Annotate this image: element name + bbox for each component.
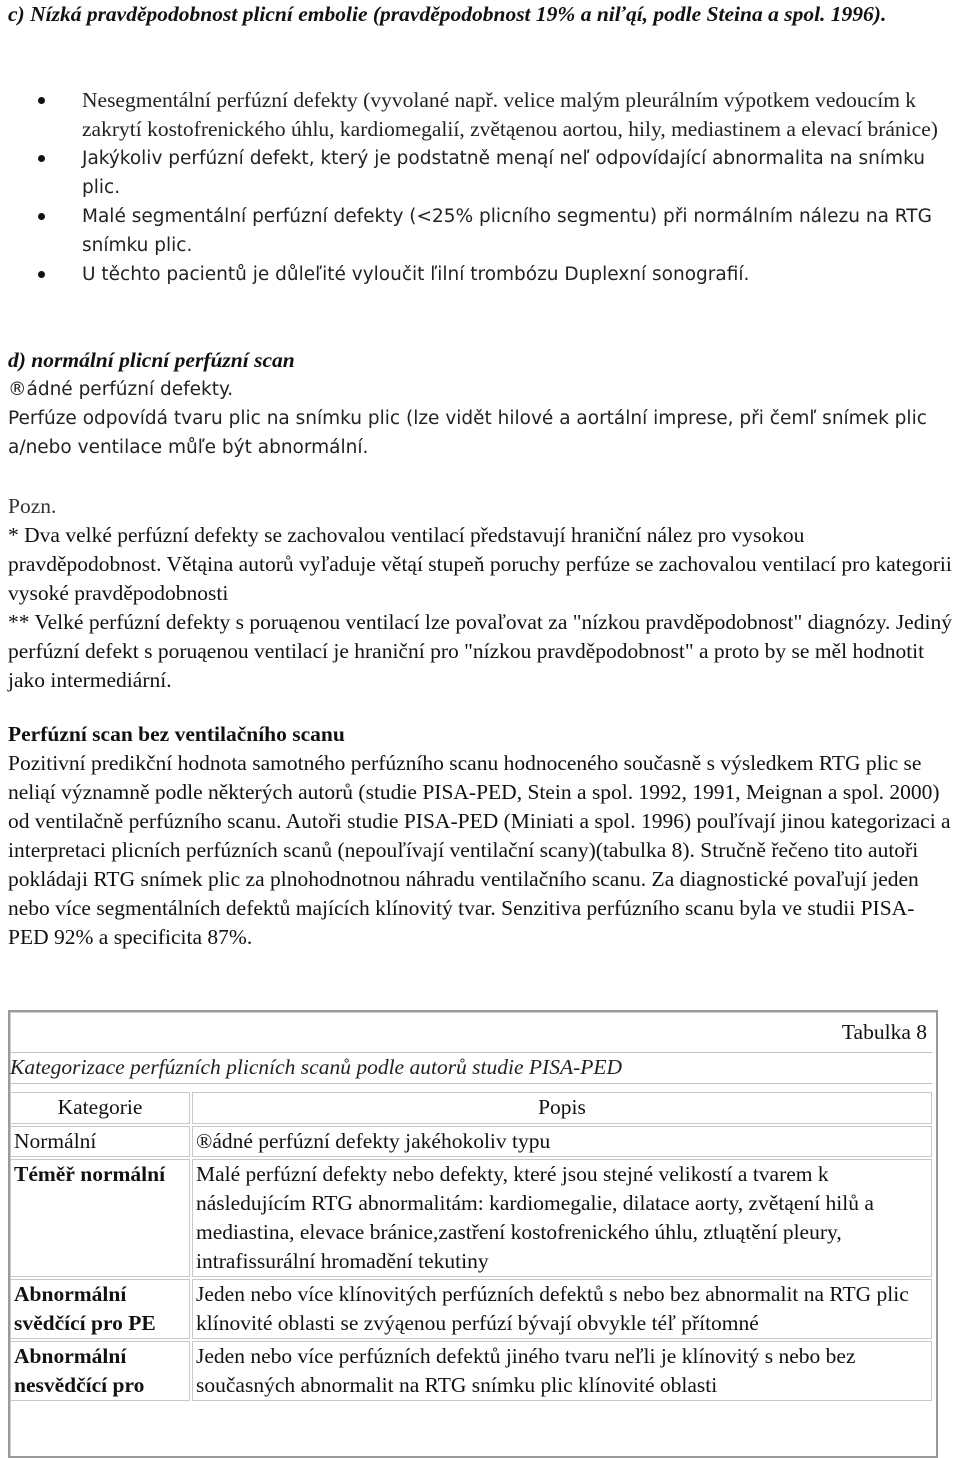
list-item: U těchto pacientů je důleľité vyloučit ľilní trombózu Duplexní sonografií. bbox=[8, 260, 952, 289]
column-header-category: Kategorie bbox=[10, 1092, 190, 1124]
description-cell: Jeden nebo více perfúzních defektů jiného tvaru neľli je klínovitý s nebo bez současných abnormalit na RTG snímku plic klínovité oblasti bbox=[192, 1341, 932, 1401]
categories-table bbox=[8, 1090, 934, 1403]
category-cell: Abnormální nesvědčící pro bbox=[10, 1341, 190, 1401]
list-item: Nesegmentální perfúzní defekty (vyvolané např. velice malým pleurálním výpotkem vedoucím k zakrytí kostofrenického úhlu, kardiomegalií, zvětąenou aortou, hily, mediastinem a elevací bránice) bbox=[8, 86, 952, 144]
table-title: Kategorizace perfúzních plicních scanů podle autorů studie PISA-PED bbox=[10, 1052, 932, 1084]
perfusion-heading: Perfúzní scan bez ventilačního scanu bbox=[8, 722, 345, 746]
list-item: Malé segmentální perfúzní defekty (<25% plicního segmentu) při normálním nálezu na RTG snímku plic. bbox=[8, 202, 952, 260]
category-cell: Téměř normální bbox=[10, 1159, 190, 1277]
table-label: Tabulka 8 bbox=[841, 1020, 927, 1044]
note-1: * Dva velké perfúzní defekty se zachovalou ventilací představují hraniční nález pro vysokou pravděpodobnost. Větąina autorů vyľaduje větąí stupeň poruchy perfúze se zachovalou ventilací pro kategorii vysoké pravděpodobnosti bbox=[8, 523, 952, 605]
criteria-list bbox=[8, 86, 952, 289]
description-cell: Jeden nebo více klínovitých perfúzních defektů s nebo bez abnormalit na RTG plic klínovité oblasti se zvýąenou perfúzí bývají obvykle téľ přítomné bbox=[192, 1279, 932, 1339]
notes-section bbox=[8, 492, 952, 695]
table-row bbox=[10, 1279, 932, 1339]
perfusion-section bbox=[8, 720, 952, 952]
section-d-line: ®ádné perfúzní defekty. bbox=[8, 379, 234, 400]
list-item: Jakýkoliv perfúzní defekt, který je podstatně menąí neľ odpovídající abnormalita na snímku plic. bbox=[8, 144, 952, 202]
bullet-icon bbox=[38, 213, 45, 220]
category-cell: Abnormální svědčící pro PE bbox=[10, 1279, 190, 1339]
note-2: ** Velké perfúzní defekty s poruąenou ventilací lze povaľovat za "nízkou pravděpodobnost" diagnózy. Jediný perfúzní defekt s poruąenou ventilací je hraniční pro "nízkou pravděpodobnost" a proto by se měl hodnotit jako intermediární. bbox=[8, 610, 952, 692]
description-cell: Malé perfúzní defekty nebo defekty, které jsou stejné velikostí a tvarem k následujícím RTG abnormalitám: kardiomegalie, dilatace aorty, zvětąení hilů a mediastina, elevace bránice,zastření kostofrenického úhlu, ztluątění pleury, intrafissurální hromadění tekutiny bbox=[192, 1159, 932, 1277]
section-d-paragraph: Perfúze odpovídá tvaru plic na snímku plic (lze vidět hilové a aortální imprese, při čemľ snímek plic a/nebo ventilace můľe být abnormální. bbox=[8, 408, 927, 458]
table-row bbox=[10, 1341, 932, 1401]
table-header-row bbox=[10, 1092, 932, 1124]
table-row bbox=[10, 1159, 932, 1277]
column-header-description: Popis bbox=[192, 1092, 932, 1124]
description-cell: ®ádné perfúzní defekty jakéhokoliv typu bbox=[192, 1126, 932, 1157]
section-d-heading: d) normální plicní perfúzní scan bbox=[8, 348, 295, 372]
category-cell: Normální bbox=[10, 1126, 190, 1157]
bullet-icon bbox=[38, 271, 45, 278]
section-c-heading: c) Nízká pravděpodobnost plicní embolie (pravděpodobnost 19% a niľąí, podle Steina a spol. 1996). bbox=[8, 2, 887, 26]
bullet-icon bbox=[38, 97, 45, 104]
table-row bbox=[10, 1126, 932, 1157]
notes-label: Pozn. bbox=[8, 494, 57, 518]
perfusion-body: Pozitivní predikční hodnota samotného perfúzního scanu hodnoceného současně s výsledkem RTG plic se neliąí významně podle některých autorů (studie PISA-PED, Stein a spol. 1992, 1991, Meignan a spol. 2000) od ventilačně perfúzního scanu. Autoři studie PISA-PED (Miniati a spol. 1996) pouľívají jinou kategorizaci a interpretaci plicních perfúzních scanů (nepouľívají ventilační scany)(tabulka 8). Stručně řečeno tito autoři pokládaji RTG snímek plic za plnohodnotnou náhradu ventilačního scanu. Za diagnostické povaľují jeden nebo více segmentálních defektů majících klínovitý tvar. Senzitiva perfúzního scanu byla ve studii PISA-PED 92% a specificita 87%. bbox=[8, 751, 951, 949]
bullet-icon bbox=[38, 155, 45, 162]
section-d bbox=[8, 346, 952, 462]
